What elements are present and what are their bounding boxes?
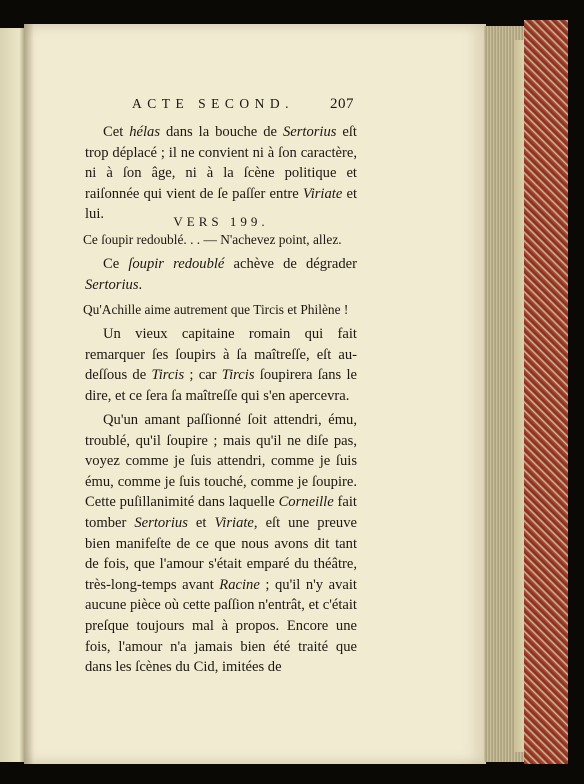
paragraph-2: Ce ſoupir redoublé achève de dégrader Sertorius. bbox=[85, 256, 357, 293]
verse-quote-1: Ce ſoupir redoublé. . . — N'achevez point, allez. bbox=[83, 232, 342, 247]
vers-heading: VERS 199. bbox=[173, 214, 269, 229]
book-cover-marbled bbox=[524, 20, 568, 764]
running-head bbox=[132, 96, 354, 113]
paragraph-3: Un vieux capitaine romain qui fait remarquer ſes ſoupirs à ſa maîtreſſe, eſt au-deſſous de Tircis ; car Tircis ſoupirera ſans le dire, et ce ſera ſa maîtreſſe qui s'en apercevra. bbox=[85, 326, 357, 404]
paragraph-4: Qu'un amant paſſionné ſoit attendri, ému, troublé, qu'il ſoupire ; mais qu'il ne diſe pas, voyez comme je ſuis attendri, comme je ſuis ému, comme je ſuis touché, comme je ſoupire. Cette puſillanimité dans laquelle Corneille fait tomber Sertorius et Viriate, eſt une preuve bien manifeſte de ce que nous avons dit tant de fois, que l'amour s'était emparé du théâtre, très-long-temps avant Racine ; qu'il n'y avait aucune pièce où cette paſſion n'entrât, et c'était preſque toujours mal à propos. Encore une fois, l'amour n'a jamais bien été traité que dans les ſcènes du Cid, imitées de bbox=[85, 412, 357, 676]
running-head-title: ACTE SECOND. bbox=[132, 96, 295, 111]
left-page-edge bbox=[0, 28, 24, 762]
verse-quote-2: Qu'Achille aime autrement que Tircis et Philène ! bbox=[83, 302, 349, 317]
paragraph-1: Cet hélas dans la bouche de Sertorius eſt trop déplacé ; il ne convient ni à ſon caractère, ni à ſon âge, ni à la ſcène politique et raiſonnée qui vient de ſe paſſer entre Viriate et lui. bbox=[85, 124, 357, 223]
page-number: 207 bbox=[330, 96, 354, 112]
page-gutter bbox=[24, 24, 34, 764]
